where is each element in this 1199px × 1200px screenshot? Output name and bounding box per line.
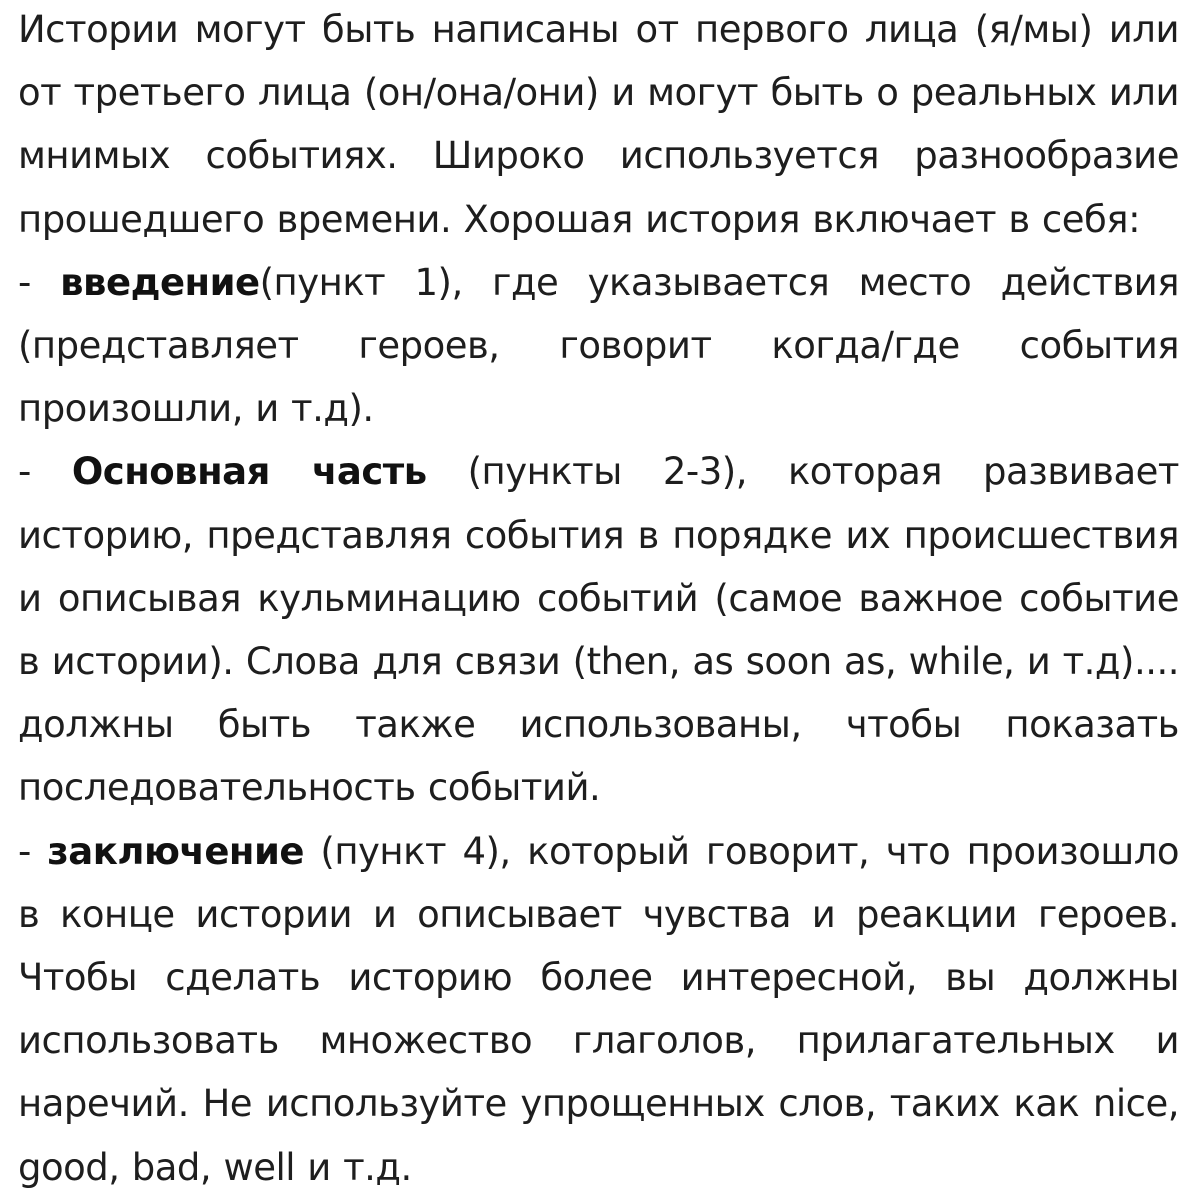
intro-paragraph: Истории могут быть написаны от первого лица (я/мы) или от третьего лица (он/она/они) и могут быть о реальных или мнимых событиях. Широко используется разнообразие прошедшего времени. Хорошая история включает в себя: bbox=[18, 8, 1179, 241]
item-description: (пункт 1), где указывается место действия (представляет героев, говорит когда/где события произошли, и т.д). bbox=[18, 260, 1179, 431]
item-dash: - bbox=[18, 450, 72, 494]
item-term: Основная часть bbox=[71, 450, 427, 494]
item-dash: - bbox=[18, 260, 61, 304]
item-term: введение bbox=[60, 260, 260, 304]
item-introduction bbox=[18, 251, 1179, 441]
item-description: (пункт 4), который говорит, что произошло в конце истории и описывает чувства и реакции героев. Чтобы сделать историю более интересной, вы должны использовать множество глаголов, прилагательных и наречий. Не используйте упрощенных слов, таких как nice, good, bad, well и т.д. bbox=[18, 829, 1179, 1189]
item-dash: - bbox=[18, 829, 48, 873]
item-conclusion bbox=[18, 820, 1179, 1199]
item-term: заключение bbox=[47, 829, 304, 873]
item-description: (пункты 2-3), которая развивает историю, представляя события в порядке их происшествия и описывая кульминацию событий (самое важное событие в истории). Слова для связи (then, as soon as, while, и т.д).... должны быть также использованы, чтобы показать последовательность событий. bbox=[18, 450, 1179, 810]
item-main-part bbox=[18, 440, 1179, 819]
